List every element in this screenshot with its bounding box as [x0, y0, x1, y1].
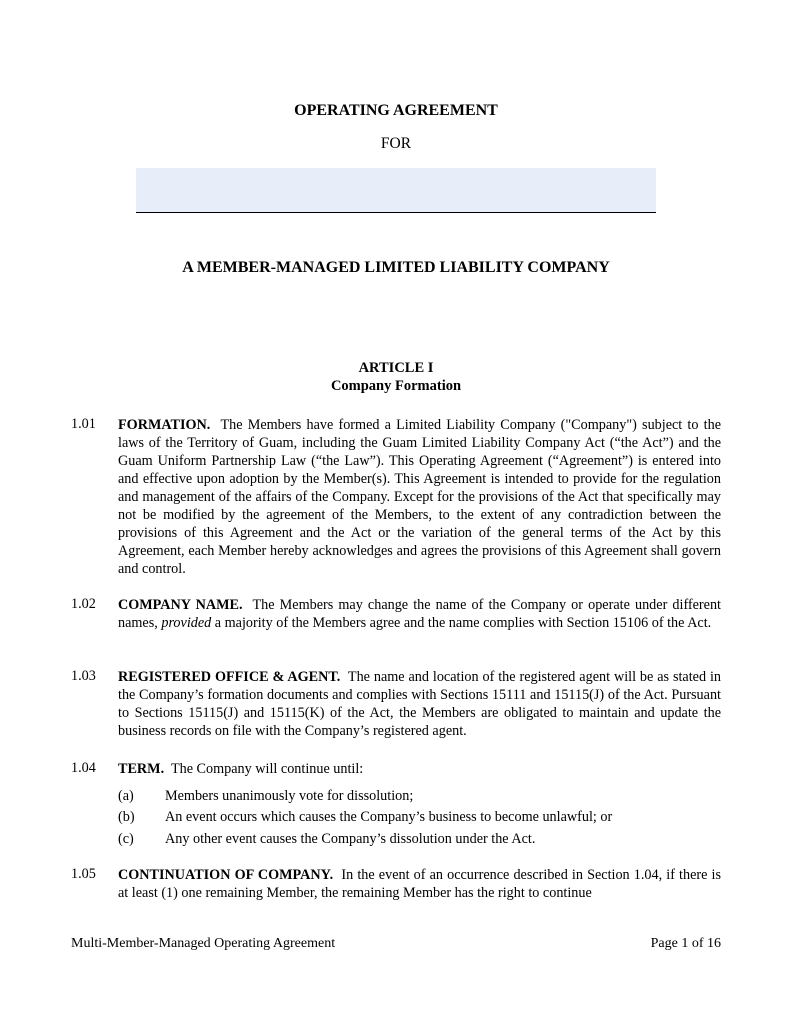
list-item-label: (c) — [118, 831, 134, 847]
article-heading: ARTICLE I — [358, 360, 434, 376]
section-text: a majority of the Members agree and the name complies with Section 15106 of the Act. — [214, 615, 712, 631]
list-item-label: (a) — [118, 788, 134, 804]
list-item-text: Any other event causes the Company’s dissolution under the Act. — [165, 831, 536, 847]
list-item — [118, 788, 721, 806]
document-subtitle: A MEMBER-MANAGED LIMITED LIABILITY COMPANY — [182, 259, 610, 276]
section-number: 1.04 — [71, 760, 96, 776]
section-number: 1.05 — [71, 866, 96, 882]
section-number: 1.03 — [71, 668, 96, 684]
company-name-field[interactable] — [136, 168, 656, 213]
section-heading: FORMATION. — [118, 417, 211, 433]
document-for-label: FOR — [380, 135, 412, 152]
section-body — [118, 760, 721, 778]
section-body — [118, 416, 721, 578]
section-body — [118, 668, 721, 740]
list-item — [118, 831, 721, 849]
section-heading: REGISTERED OFFICE & AGENT. — [118, 669, 341, 685]
section-heading: TERM. — [118, 761, 165, 777]
footer-document-name: Multi-Member-Managed Operating Agreement — [71, 936, 336, 951]
section-heading: CONTINUATION OF COMPANY. — [118, 867, 334, 883]
list-item-label: (b) — [118, 809, 135, 825]
section-body — [118, 866, 721, 902]
section-text: The Members have formed a Limited Liability Company ("Company") subject to the laws of the Territory of Guam, including the Guam Limited Liability Company Act (“the Act”) and the Guam Uniform Partnership Law (“the Law”). This Operating Agreement (“Agreement”) is entered into and effective upon adoption by the Member(s). This Agreement is intended to provide for the regulation and management of the affairs of the Company. Except for the provisions of the Act that specifically may not be modified by the agreement of the Members, to the extent of any contradiction between the provisions of this Agreement and the Act or the variation of the general terms of the Act by this Agreement, each Member hereby acknowledges and agrees the provisions of this Agreement shall govern and control. — [118, 417, 721, 577]
document-title: OPERATING AGREEMENT — [294, 102, 498, 119]
section-body — [118, 596, 721, 632]
section-text: The name and location of the registered agent will be as stated in the Company’s formation documents and complies with Sections 15111 and 15115(J) of the Act. Pursuant to Sections 15115(J) and 15115(K) of the Act, the Members are obligated to maintain and update the business records on file with the Company’s registered agent. — [118, 669, 721, 739]
section-text: The Members may change the name of the Company or operate under different names, — [118, 597, 721, 631]
list-item-text: Members unanimously vote for dissolution; — [165, 788, 414, 804]
section-number: 1.02 — [71, 596, 96, 612]
section-text: In the event of an occurrence described in Section 1.04, if there is at least (1) one remaining Member, the remaining Member has the right to continue — [118, 867, 722, 901]
footer-page-number: Page 1 of 16 — [650, 936, 721, 951]
section-number: 1.01 — [71, 416, 96, 432]
list-item — [118, 809, 721, 827]
article-subheading: Company Formation — [330, 378, 462, 394]
section-heading: COMPANY NAME. — [118, 597, 243, 613]
section-text: The Company will continue until: — [170, 761, 364, 777]
section-text-emphasis: provided — [161, 615, 212, 631]
list-item-text: An event occurs which causes the Company’s business to become unlawful; or — [165, 809, 613, 825]
